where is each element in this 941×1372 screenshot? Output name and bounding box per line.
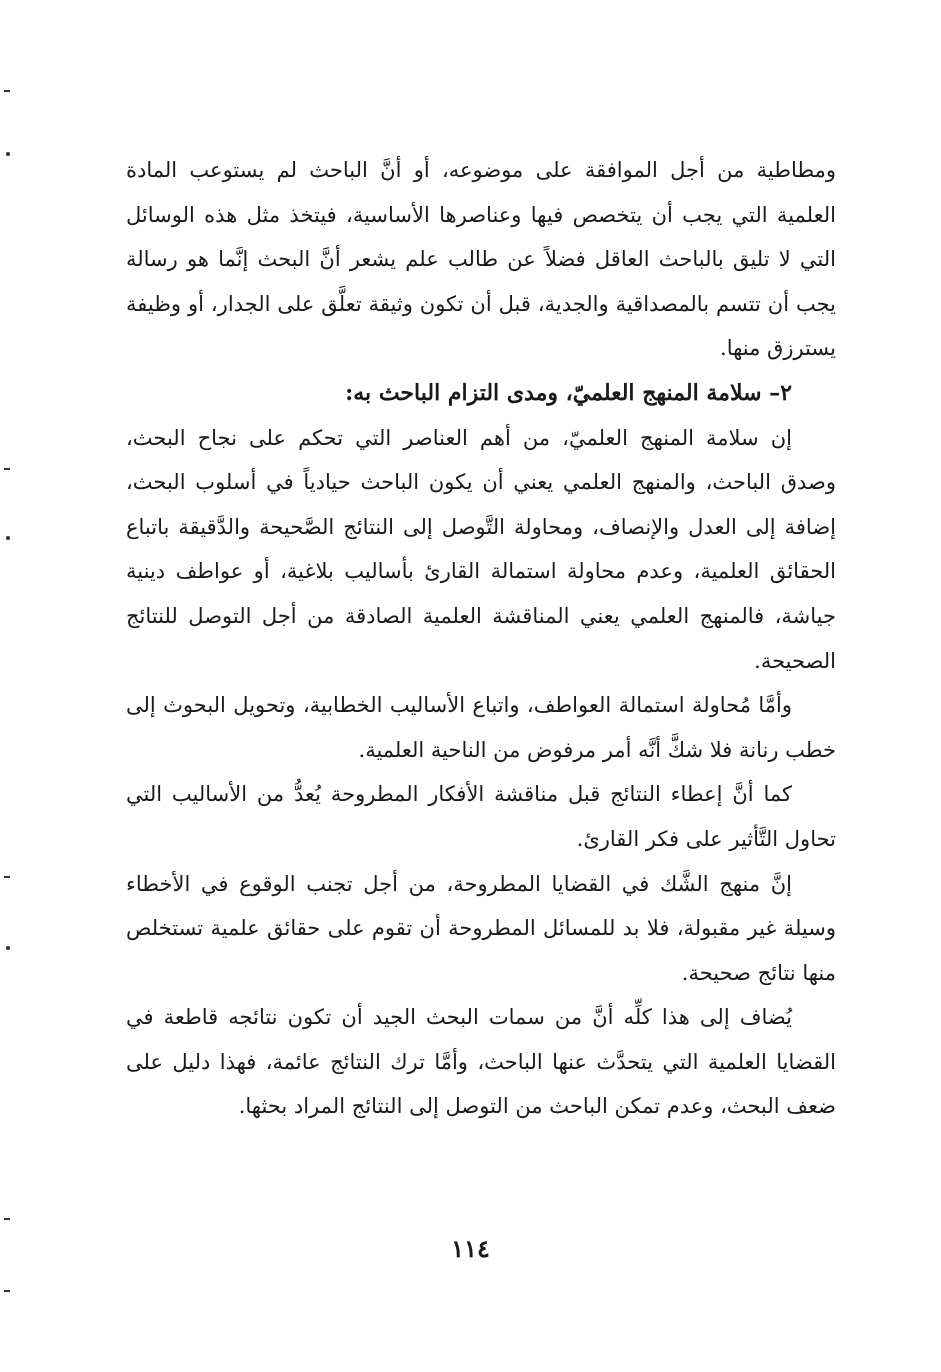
section-heading: ٢– سلامة المنهج العلميّ، ومدى التزام الباحث به: bbox=[345, 379, 792, 406]
body-text bbox=[126, 148, 836, 1129]
paragraph-continuation: ومطاطية من أجل الموافقة على موضوعه، أو أنَّ الباحث لم يستوعب المادة العلمية التي يجب أن يتخصص فيها وعناصرها الأساسية، فيتخذ مثل هذه الوسائل التي لا تليق بالباحث العاقل فضلاً عن طالب علم يشعر أنَّ البحث إنَّما هو رسالة يجب أن تتسم بالمصداقية والجدية، قبل أن تكون وثيقة تعلَّق على الجدار، أو وظيفة يسترزق منها. bbox=[126, 158, 837, 361]
paragraph: إن سلامة المنهج العلميّ، من أهم العناصر التي تحكم على نجاح البحث، وصدق الباحث، والمنهج العلمي يعني أن يكون الباحث حيادياً في أسلوب البحث، إضافة إلى العدل والإنصاف، ومحاولة التَّوصل إلى النتائج الصَّحيحة والدَّقيقة باتباع الحقائق العلمية، وعدم محاولة استمالة القارئ بأساليب بلاغية، أو عواطف دينية جياشة، فالمنهج العلمي يعني المناقشة العلمية الصادقة من أجل التوصل للنتائج الصحيحة. bbox=[126, 425, 836, 673]
margin-mark bbox=[6, 536, 10, 540]
margin-mark bbox=[4, 876, 10, 878]
margin-mark bbox=[4, 468, 10, 470]
page-number: ١١٤ bbox=[451, 1234, 490, 1263]
paragraph: إنَّ منهج الشَّك في القضايا المطروحة، من أجل تجنب الوقوع في الأخطاء وسيلة غير مقبولة، فلا بد للمسائل المطروحة أن تقوم على حقائق علمية تستخلص منها نتائج صحيحة. bbox=[126, 871, 836, 985]
margin-mark bbox=[4, 1290, 10, 1292]
paragraph: وأمَّا مُحاولة استمالة العواطف، واتباع الأساليب الخطابية، وتحويل البحوث إلى خطب رنانة فلا شكَّ أنَّه أمر مرفوض من الناحية العلمية. bbox=[126, 693, 836, 762]
margin-mark bbox=[6, 946, 10, 950]
paragraph: كما أنَّ إعطاء النتائج قبل مناقشة الأفكار المطروحة يُعدُّ من الأساليب التي تحاول التَّأثير على فكر القارئ. bbox=[126, 782, 836, 851]
margin-mark bbox=[4, 90, 10, 92]
margin-mark bbox=[6, 152, 10, 156]
paragraph: يُضاف إلى هذا كلِّه أنَّ من سمات البحث الجيد أن تكون نتائجه قاطعة في القضايا العلمية التي يتحدَّث عنها الباحث، وأمَّا ترك النتائج عائمة، فهذا دليل على ضعف البحث، وعدم تمكن الباحث من التوصل إلى النتائج المراد بحثها. bbox=[126, 1005, 836, 1119]
margin-mark bbox=[4, 1218, 10, 1220]
